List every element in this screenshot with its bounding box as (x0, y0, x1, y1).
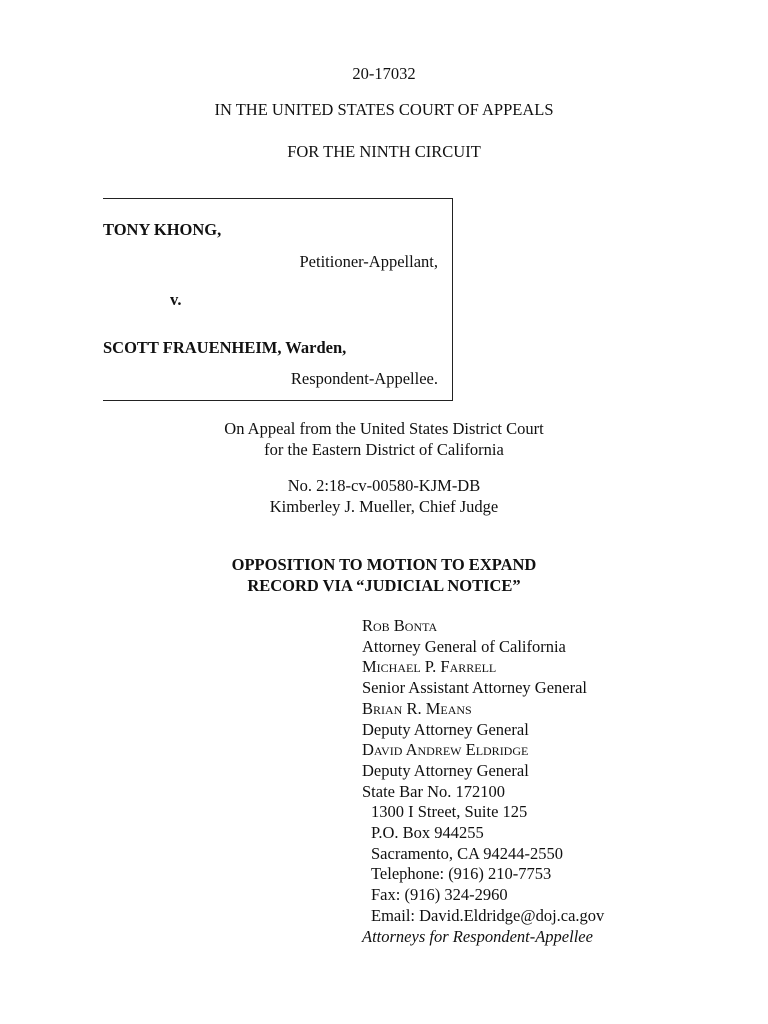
appeal-line2: for the Eastern District of California (264, 440, 504, 459)
case-number: 20-17032 (352, 64, 416, 83)
street-address: 1300 I Street, Suite 125 (371, 802, 528, 822)
counsel-title-3: Deputy Attorney General (362, 719, 529, 739)
counsel-name-1: Rob Bonta (362, 616, 438, 635)
state-bar-number: State Bar No. 172100 (362, 781, 505, 801)
document-title-line2: RECORD VIA “JUDICIAL NOTICE” (247, 576, 521, 595)
counsel-title-4: Deputy Attorney General (362, 760, 529, 780)
appeal-line1: On Appeal from the United States District Court (224, 419, 544, 438)
court-name-line2: FOR THE NINTH CIRCUIT (287, 142, 481, 161)
respondent-role: Respondent-Appellee. (290, 369, 438, 388)
counsel-name-4: David Andrew Eldridge (362, 740, 529, 760)
counsel-title-2: Senior Assistant Attorney General (362, 678, 588, 698)
counsel-name-2: Michael P. Farrell (362, 657, 497, 677)
attorneys-for: Attorneys for Respondent-Appellee (362, 926, 593, 946)
telephone: Telephone: (916) 210-7753 (371, 864, 552, 884)
counsel-name-3: Brian R. Means (362, 698, 472, 718)
counsel-title-1: Attorney General of California (362, 636, 566, 656)
presiding-judge: Kimberley J. Mueller, Chief Judge (269, 497, 499, 516)
po-box: P.O. Box 944255 (371, 823, 484, 843)
versus-label: v. (170, 290, 182, 309)
document-title-line1: OPPOSITION TO MOTION TO EXPAND (231, 555, 537, 574)
petitioner-role: Petitioner-Appellant, (299, 252, 438, 271)
petitioner-name: TONY KHONG, (103, 220, 222, 239)
city-state-zip: Sacramento, CA 94244-2550 (371, 843, 564, 863)
respondent-name: SCOTT FRAUENHEIM, Warden, (103, 338, 347, 357)
case-caption-box (103, 198, 453, 401)
court-name-line1: IN THE UNITED STATES COURT OF APPEALS (214, 100, 554, 119)
fax: Fax: (916) 324-2960 (371, 885, 508, 905)
email: Email: David.Eldridge@doj.ca.gov (371, 905, 605, 925)
counsel-block (362, 616, 762, 947)
docket-number: No. 2:18-cv-00580-KJM-DB (287, 476, 481, 495)
